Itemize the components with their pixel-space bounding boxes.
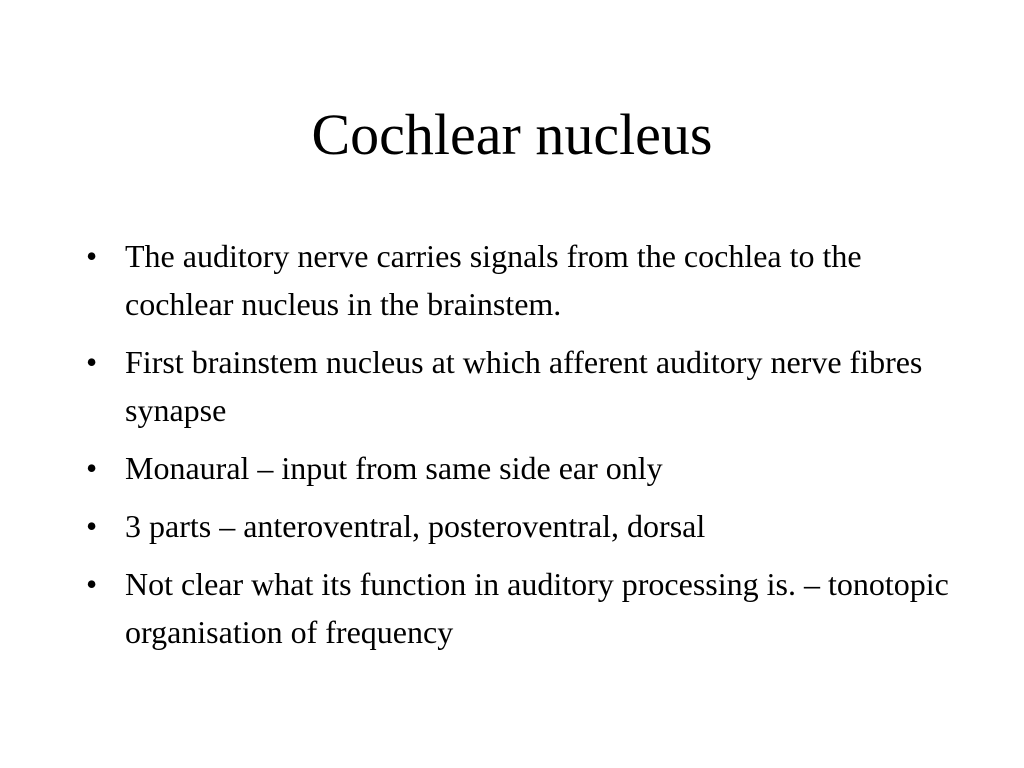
bullet-item bbox=[86, 232, 956, 328]
bullet-icon: • bbox=[86, 450, 98, 486]
bullet-icon: • bbox=[86, 508, 98, 544]
bullet-text: 3 parts – anteroventral, posteroventral, dorsal bbox=[125, 508, 706, 544]
bullet-text: The auditory nerve carries signals from the cochlea to the cochlear nucleus in the brainstem. bbox=[125, 238, 862, 322]
bullet-text: Monaural – input from same side ear only bbox=[125, 450, 663, 486]
bullet-text: Not clear what its function in auditory processing is. – tonotopic organisation of frequency bbox=[125, 566, 949, 650]
bullet-icon: • bbox=[86, 238, 98, 274]
bullet-item bbox=[86, 560, 956, 656]
bullet-icon: • bbox=[86, 566, 98, 602]
bullet-item bbox=[86, 444, 956, 492]
bullet-item bbox=[86, 502, 956, 550]
bullet-text: First brainstem nucleus at which afferent auditory nerve fibres synapse bbox=[125, 344, 923, 428]
bullet-item bbox=[86, 338, 956, 434]
slide-title: Cochlear nucleus bbox=[311, 102, 713, 167]
bullet-list bbox=[86, 232, 956, 666]
bullet-icon: • bbox=[86, 344, 98, 380]
